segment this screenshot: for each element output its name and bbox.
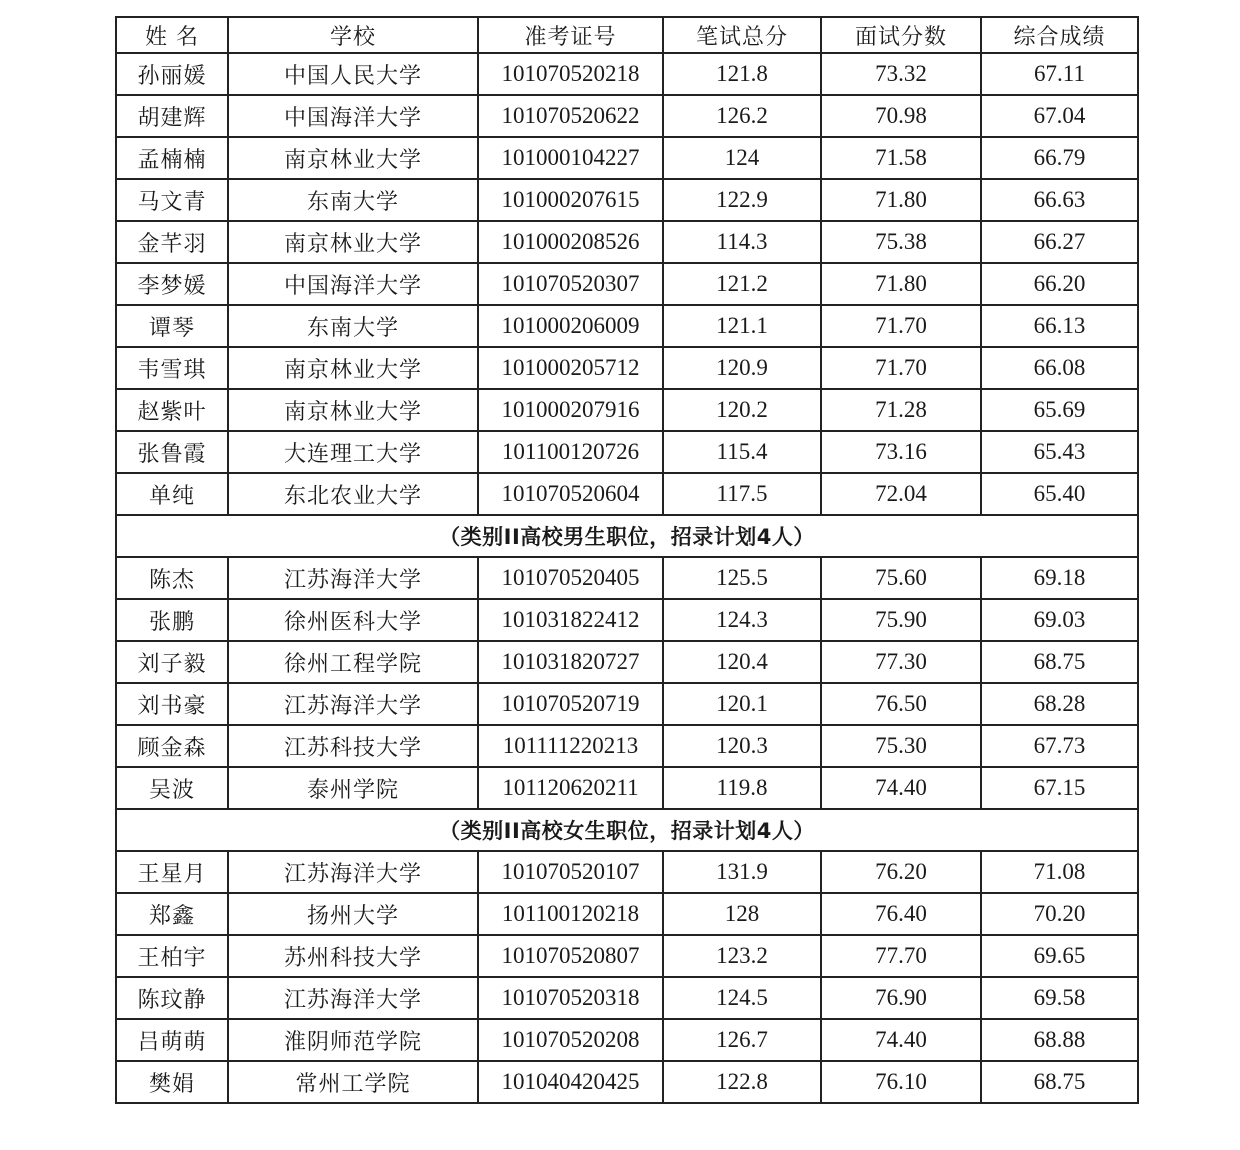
cell-name: 刘书豪 [116,683,228,725]
section-title-female: （类别II高校女生职位，招录计划4人） [116,809,1138,851]
table-row [116,851,1138,893]
cell-total: 67.04 [981,95,1138,137]
cell-written: 125.5 [663,557,821,599]
cell-total: 67.15 [981,767,1138,809]
table-row [116,599,1138,641]
cell-interview: 75.38 [821,221,981,263]
table-row [116,431,1138,473]
cell-written: 121.2 [663,263,821,305]
cell-interview: 75.30 [821,725,981,767]
cell-school: 东南大学 [228,305,478,347]
table-row [116,137,1138,179]
cell-written: 131.9 [663,851,821,893]
cell-interview: 73.32 [821,53,981,95]
cell-name: 胡建辉 [116,95,228,137]
cell-total: 66.79 [981,137,1138,179]
cell-school: 苏州科技大学 [228,935,478,977]
cell-school: 江苏科技大学 [228,725,478,767]
header-written-score: 笔试总分 [663,17,821,53]
cell-interview: 75.90 [821,599,981,641]
cell-interview: 71.70 [821,347,981,389]
cell-school: 南京林业大学 [228,347,478,389]
cell-total: 65.69 [981,389,1138,431]
cell-total: 68.28 [981,683,1138,725]
table-row [116,725,1138,767]
cell-name: 吴波 [116,767,228,809]
table-row [116,1019,1138,1061]
cell-total: 69.03 [981,599,1138,641]
cell-interview: 71.58 [821,137,981,179]
cell-interview: 71.70 [821,305,981,347]
cell-exam-id: 101000205712 [478,347,663,389]
cell-name: 张鹏 [116,599,228,641]
header-interview-score: 面试分数 [821,17,981,53]
cell-name: 郑鑫 [116,893,228,935]
header-exam-id: 准考证号 [478,17,663,53]
cell-school: 淮阴师范学院 [228,1019,478,1061]
cell-interview: 74.40 [821,767,981,809]
cell-exam-id: 101100120726 [478,431,663,473]
header-total-score: 综合成绩 [981,17,1138,53]
cell-name: 樊娟 [116,1061,228,1103]
cell-interview: 74.40 [821,1019,981,1061]
cell-total: 68.75 [981,641,1138,683]
cell-interview: 72.04 [821,473,981,515]
cell-interview: 76.50 [821,683,981,725]
cell-school: 中国海洋大学 [228,263,478,305]
cell-interview: 70.98 [821,95,981,137]
cell-exam-id: 101031822412 [478,599,663,641]
cell-school: 南京林业大学 [228,137,478,179]
cell-exam-id: 101070520604 [478,473,663,515]
cell-interview: 71.80 [821,263,981,305]
cell-exam-id: 101000104227 [478,137,663,179]
cell-school: 东北农业大学 [228,473,478,515]
cell-written: 122.8 [663,1061,821,1103]
cell-total: 65.43 [981,431,1138,473]
cell-exam-id: 101000207615 [478,179,663,221]
cell-exam-id: 101111220213 [478,725,663,767]
table-row [116,1061,1138,1103]
cell-exam-id: 101000207916 [478,389,663,431]
cell-exam-id: 101070520719 [478,683,663,725]
cell-school: 东南大学 [228,179,478,221]
cell-total: 68.75 [981,1061,1138,1103]
cell-written: 123.2 [663,935,821,977]
table-row [116,221,1138,263]
table-row [116,95,1138,137]
table-row [116,179,1138,221]
cell-written: 121.1 [663,305,821,347]
table-row [116,893,1138,935]
cell-written: 124 [663,137,821,179]
cell-name: 孟楠楠 [116,137,228,179]
cell-exam-id: 101070520307 [478,263,663,305]
cell-exam-id: 101100120218 [478,893,663,935]
cell-written: 114.3 [663,221,821,263]
cell-school: 中国海洋大学 [228,95,478,137]
table-row [116,557,1138,599]
cell-written: 117.5 [663,473,821,515]
cell-school: 扬州大学 [228,893,478,935]
header-name: 姓 名 [116,17,228,53]
cell-name: 谭琴 [116,305,228,347]
cell-school: 江苏海洋大学 [228,683,478,725]
cell-name: 孙丽媛 [116,53,228,95]
cell-written: 124.3 [663,599,821,641]
cell-written: 122.9 [663,179,821,221]
cell-school: 江苏海洋大学 [228,851,478,893]
cell-name: 陈玟静 [116,977,228,1019]
cell-total: 65.40 [981,473,1138,515]
cell-school: 常州工学院 [228,1061,478,1103]
table-row [116,683,1138,725]
table-row [116,935,1138,977]
cell-total: 67.11 [981,53,1138,95]
cell-name: 金芊羽 [116,221,228,263]
cell-total: 66.27 [981,221,1138,263]
cell-total: 66.08 [981,347,1138,389]
cell-exam-id: 101070520807 [478,935,663,977]
cell-written: 124.5 [663,977,821,1019]
table-row [116,767,1138,809]
table-row [116,53,1138,95]
score-table [115,16,1139,1104]
cell-total: 66.13 [981,305,1138,347]
cell-total: 66.63 [981,179,1138,221]
cell-name: 王柏宇 [116,935,228,977]
table-row [116,977,1138,1019]
cell-total: 71.08 [981,851,1138,893]
cell-exam-id: 101070520405 [478,557,663,599]
cell-school: 江苏海洋大学 [228,977,478,1019]
cell-school: 泰州学院 [228,767,478,809]
cell-interview: 76.40 [821,893,981,935]
cell-interview: 71.80 [821,179,981,221]
cell-name: 刘子毅 [116,641,228,683]
cell-exam-id: 101040420425 [478,1061,663,1103]
table-row [116,305,1138,347]
cell-school: 徐州医科大学 [228,599,478,641]
cell-total: 66.20 [981,263,1138,305]
cell-exam-id: 101000206009 [478,305,663,347]
cell-school: 大连理工大学 [228,431,478,473]
cell-interview: 75.60 [821,557,981,599]
cell-interview: 73.16 [821,431,981,473]
cell-name: 吕萌萌 [116,1019,228,1061]
cell-exam-id: 101070520622 [478,95,663,137]
cell-total: 68.88 [981,1019,1138,1061]
table-row [116,641,1138,683]
cell-written: 120.1 [663,683,821,725]
header-school: 学校 [228,17,478,53]
cell-interview: 76.90 [821,977,981,1019]
cell-school: 江苏海洋大学 [228,557,478,599]
cell-exam-id: 101070520218 [478,53,663,95]
table-row [116,347,1138,389]
cell-name: 赵紫叶 [116,389,228,431]
cell-school: 南京林业大学 [228,389,478,431]
cell-written: 120.4 [663,641,821,683]
cell-interview: 71.28 [821,389,981,431]
cell-written: 121.8 [663,53,821,95]
cell-written: 120.9 [663,347,821,389]
cell-total: 70.20 [981,893,1138,935]
cell-name: 顾金森 [116,725,228,767]
cell-interview: 76.10 [821,1061,981,1103]
cell-school: 徐州工程学院 [228,641,478,683]
cell-name: 单纯 [116,473,228,515]
cell-exam-id: 101070520318 [478,977,663,1019]
cell-exam-id: 101070520107 [478,851,663,893]
cell-written: 128 [663,893,821,935]
table-row [116,389,1138,431]
section-title-male: （类别II高校男生职位，招录计划4人） [116,515,1138,557]
cell-written: 126.7 [663,1019,821,1061]
cell-exam-id: 101031820727 [478,641,663,683]
cell-name: 王星月 [116,851,228,893]
cell-name: 马文青 [116,179,228,221]
section-header-female [116,809,1138,851]
cell-total: 69.18 [981,557,1138,599]
cell-total: 69.58 [981,977,1138,1019]
section-header-male [116,515,1138,557]
cell-exam-id: 101120620211 [478,767,663,809]
table-row [116,473,1138,515]
cell-name: 韦雪琪 [116,347,228,389]
cell-written: 126.2 [663,95,821,137]
cell-written: 119.8 [663,767,821,809]
table-row [116,263,1138,305]
cell-name: 陈杰 [116,557,228,599]
cell-school: 中国人民大学 [228,53,478,95]
cell-written: 115.4 [663,431,821,473]
cell-exam-id: 101000208526 [478,221,663,263]
cell-interview: 77.30 [821,641,981,683]
cell-total: 67.73 [981,725,1138,767]
cell-written: 120.2 [663,389,821,431]
cell-written: 120.3 [663,725,821,767]
cell-total: 69.65 [981,935,1138,977]
cell-interview: 76.20 [821,851,981,893]
cell-interview: 77.70 [821,935,981,977]
cell-name: 李梦媛 [116,263,228,305]
cell-name: 张鲁霞 [116,431,228,473]
cell-school: 南京林业大学 [228,221,478,263]
cell-exam-id: 101070520208 [478,1019,663,1061]
header-row [116,17,1138,53]
